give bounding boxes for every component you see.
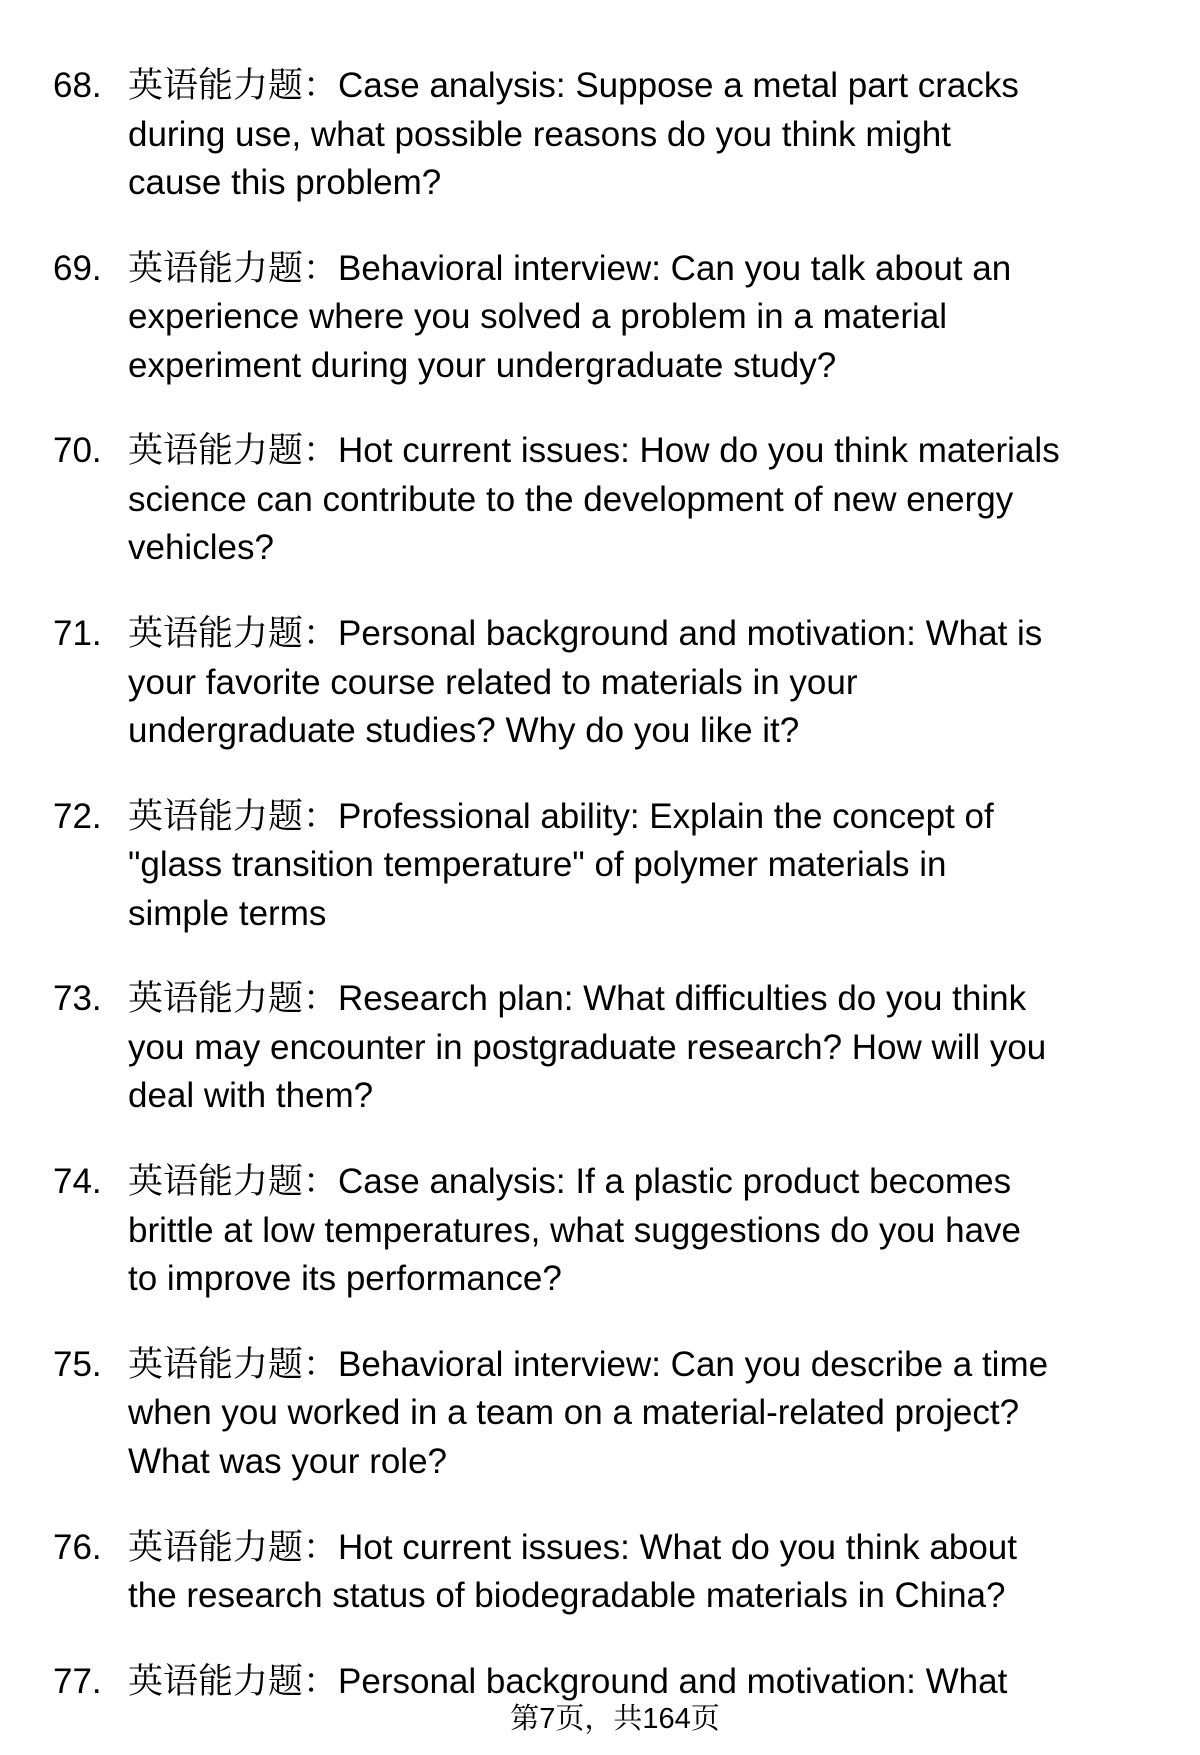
question-line: "glass transition temperature" of polymer materials in	[128, 845, 947, 885]
question-list	[0, 62, 1200, 1743]
question-category: 英语能力题：	[128, 1661, 339, 1701]
question-number: 68.	[53, 66, 102, 105]
question-text: Research plan: What difficulties do you think	[338, 979, 1027, 1019]
question-line: simple terms	[128, 893, 327, 933]
question-text: Behavioral interview: Can you talk about an	[338, 248, 1012, 288]
question-number: 77.	[53, 1661, 102, 1701]
question-line: when you worked in a team on a material-related project?	[128, 1393, 1020, 1433]
question-category: 英语能力题：	[128, 1162, 339, 1202]
question-line: to improve its performance?	[128, 1259, 562, 1299]
question-line: you may encounter in postgraduate research? How will you	[128, 1027, 1047, 1067]
question-number: 73.	[53, 979, 102, 1019]
question-line: experience where you solved a problem in a material	[128, 297, 948, 337]
question-line	[0, 793, 1200, 842]
question-line: the research status of biodegradable materials in China?	[128, 1576, 1006, 1615]
question-line: undergraduate studies? Why do you like it?	[128, 711, 800, 751]
question-text: Behavioral interview: Can you describe a time	[338, 1344, 1049, 1384]
question-item	[0, 610, 1200, 756]
question-line: experiment during your undergraduate study?	[128, 345, 837, 385]
question-text: Case analysis: If a plastic product becomes	[338, 1162, 1012, 1202]
question-line	[0, 1341, 1200, 1390]
page-footer: 第7页，共164页	[510, 1703, 720, 1735]
question-text: Case analysis: Suppose a metal part cracks	[338, 66, 1019, 105]
question-line	[0, 1658, 1200, 1707]
question-category: 英语能力题：	[128, 1527, 339, 1567]
question-line: cause this problem?	[128, 163, 442, 202]
question-item	[0, 62, 1200, 208]
question-category: 英语能力题：	[128, 979, 339, 1019]
question-text: Hot current issues: How do you think materials	[338, 431, 1060, 471]
question-line: during use, what possible reasons do you think might	[128, 114, 951, 154]
question-line	[0, 427, 1200, 476]
question-number: 75.	[53, 1344, 102, 1384]
question-item	[0, 1341, 1200, 1487]
question-line: your favorite course related to materials in your	[128, 662, 858, 702]
question-category: 英语能力题：	[128, 66, 339, 105]
question-text: Professional ability: Explain the concept of	[338, 796, 994, 836]
question-text: Hot current issues: What do you think about	[338, 1527, 1017, 1567]
question-line	[0, 975, 1200, 1024]
question-category: 英语能力题：	[128, 1344, 339, 1384]
question-category: 英语能力题：	[128, 614, 339, 654]
question-category: 英语能力题：	[128, 431, 339, 471]
question-number: 70.	[53, 431, 102, 471]
question-number: 76.	[53, 1527, 102, 1567]
question-line: What was your role?	[128, 1441, 448, 1481]
question-line	[0, 610, 1200, 659]
question-item	[0, 1158, 1200, 1304]
question-text: Personal background and motivation: What is	[338, 614, 1043, 654]
question-item	[0, 1524, 1200, 1621]
question-line: deal with them?	[128, 1076, 374, 1116]
question-text: Personal background and motivation: What	[338, 1661, 1008, 1701]
question-number: 71.	[53, 614, 102, 654]
question-item	[0, 1658, 1200, 1707]
question-category: 英语能力题：	[128, 796, 339, 836]
question-number: 74.	[53, 1162, 102, 1202]
question-line	[0, 245, 1200, 294]
question-line: brittle at low temperatures, what suggestions do you have	[128, 1210, 1021, 1250]
question-category: 英语能力题：	[128, 248, 339, 288]
question-line	[0, 1524, 1200, 1573]
question-line: vehicles?	[128, 528, 274, 568]
question-item	[0, 975, 1200, 1121]
question-line: science can contribute to the development of new energy	[128, 479, 1014, 519]
question-line	[0, 1158, 1200, 1207]
question-number: 72.	[53, 796, 102, 836]
question-item	[0, 427, 1200, 573]
question-line	[0, 62, 1200, 111]
question-number: 69.	[53, 248, 102, 288]
question-item	[0, 245, 1200, 391]
question-item	[0, 793, 1200, 939]
